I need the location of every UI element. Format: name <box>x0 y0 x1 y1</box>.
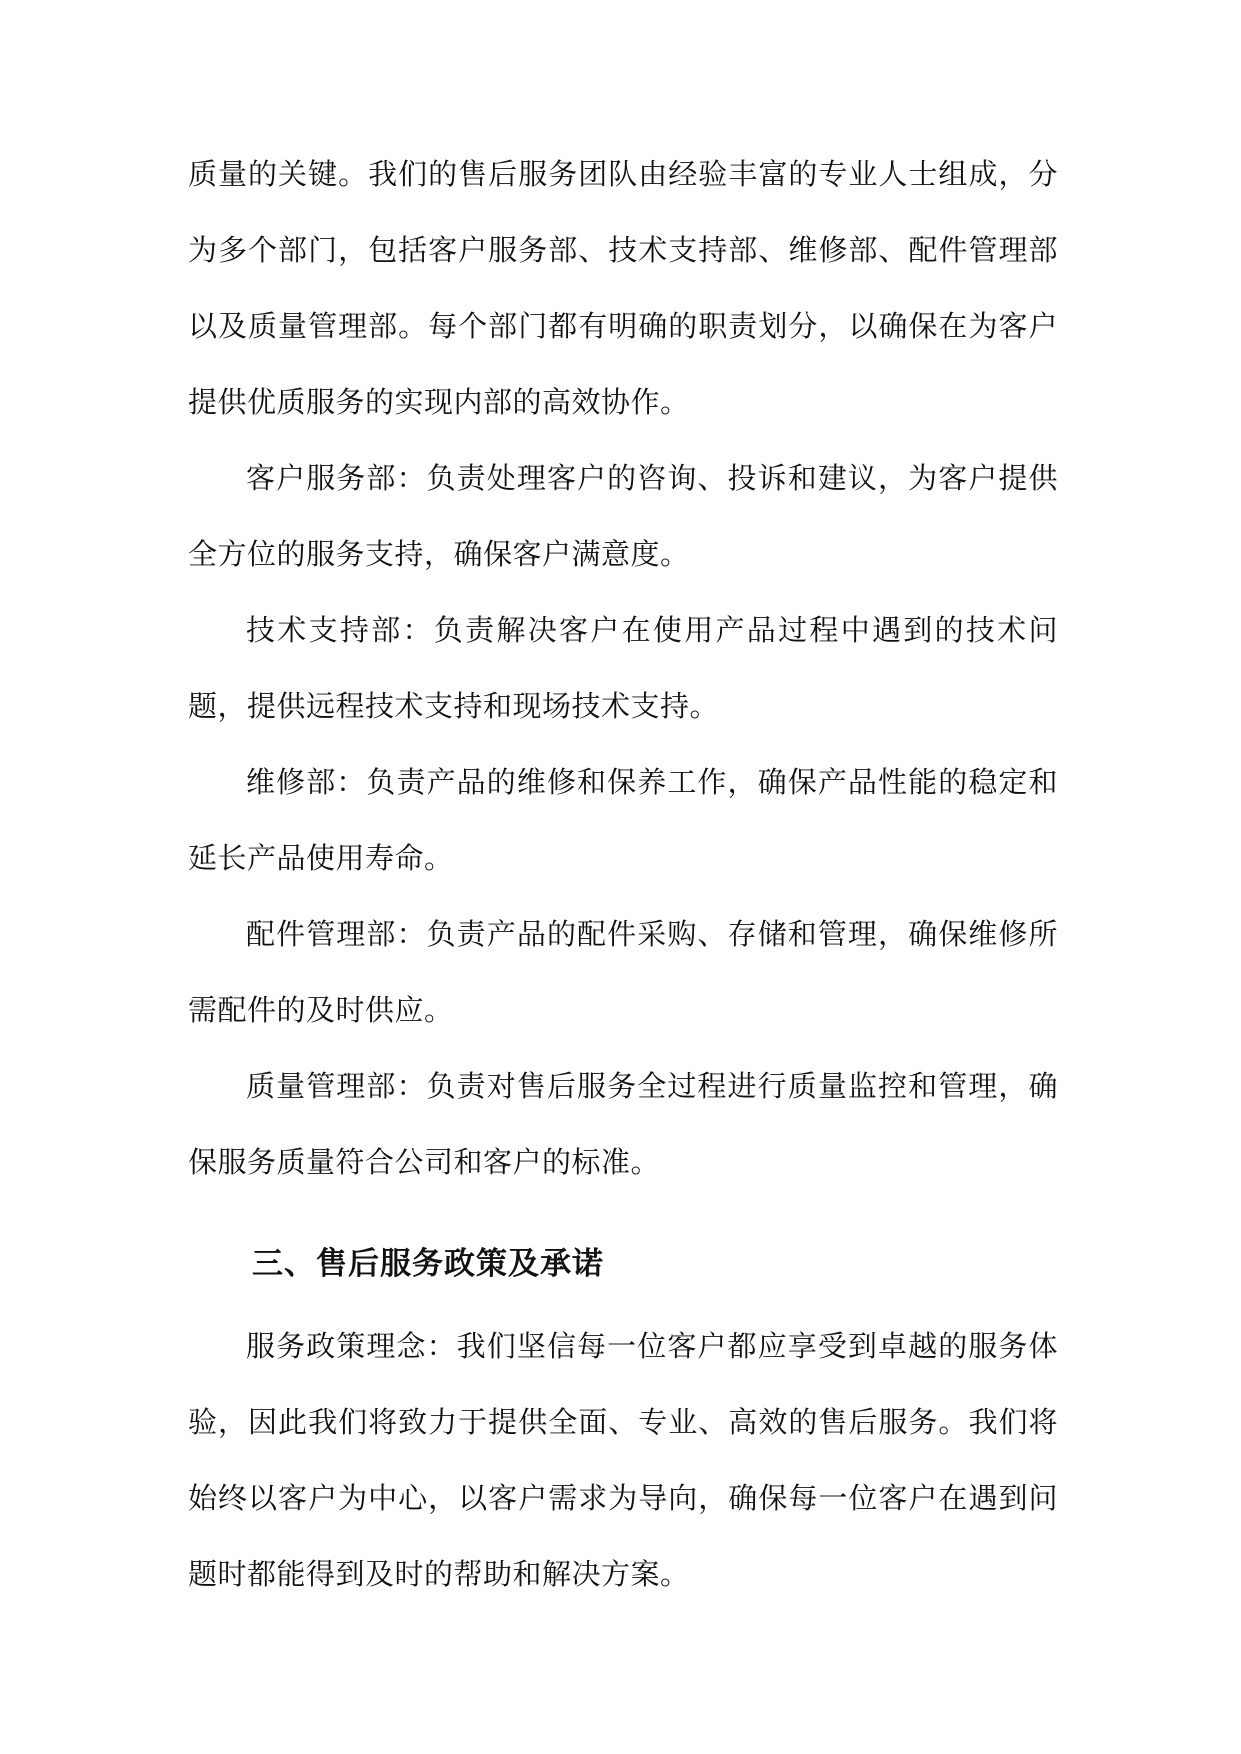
document-body <box>188 136 1058 1612</box>
paragraph-quality-management-dept: 质量管理部：负责对售后服务全过程进行质量监控和管理，确保服务质量符合公司和客户的标准。 <box>188 1069 1058 1179</box>
paragraph-tech-support-dept: 技术支持部：负责解决客户在使用产品过程中遇到的技术问题，提供远程技术支持和现场技术支持。 <box>188 613 1058 723</box>
paragraph-parts-management-dept: 配件管理部：负责产品的配件采购、存储和管理，确保维修所需配件的及时供应。 <box>188 917 1058 1027</box>
paragraph-continuation: 质量的关键。我们的售后服务团队由经验丰富的专业人士组成，分为多个部门，包括客户服务部、技术支持部、维修部、配件管理部以及质量管理部。每个部门都有明确的职责划分，以确保在为客户提供优质服务的实现内部的高效协作。 <box>188 157 1058 419</box>
paragraph-customer-service-dept: 客户服务部：负责处理客户的咨询、投诉和建议，为客户提供全方位的服务支持，确保客户满意度。 <box>188 461 1058 571</box>
paragraph-repair-dept: 维修部：负责产品的维修和保养工作，确保产品性能的稳定和延长产品使用寿命。 <box>188 765 1058 875</box>
paragraph-service-policy: 服务政策理念：我们坚信每一位客户都应享受到卓越的服务体验，因此我们将致力于提供全面、专业、高效的售后服务。我们将始终以客户为中心，以客户需求为导向，确保每一位客户在遇到问题时都能得到及时的帮助和解决方案。 <box>188 1329 1058 1591</box>
section-heading: 三、售后服务政策及承诺 <box>252 1246 604 1282</box>
